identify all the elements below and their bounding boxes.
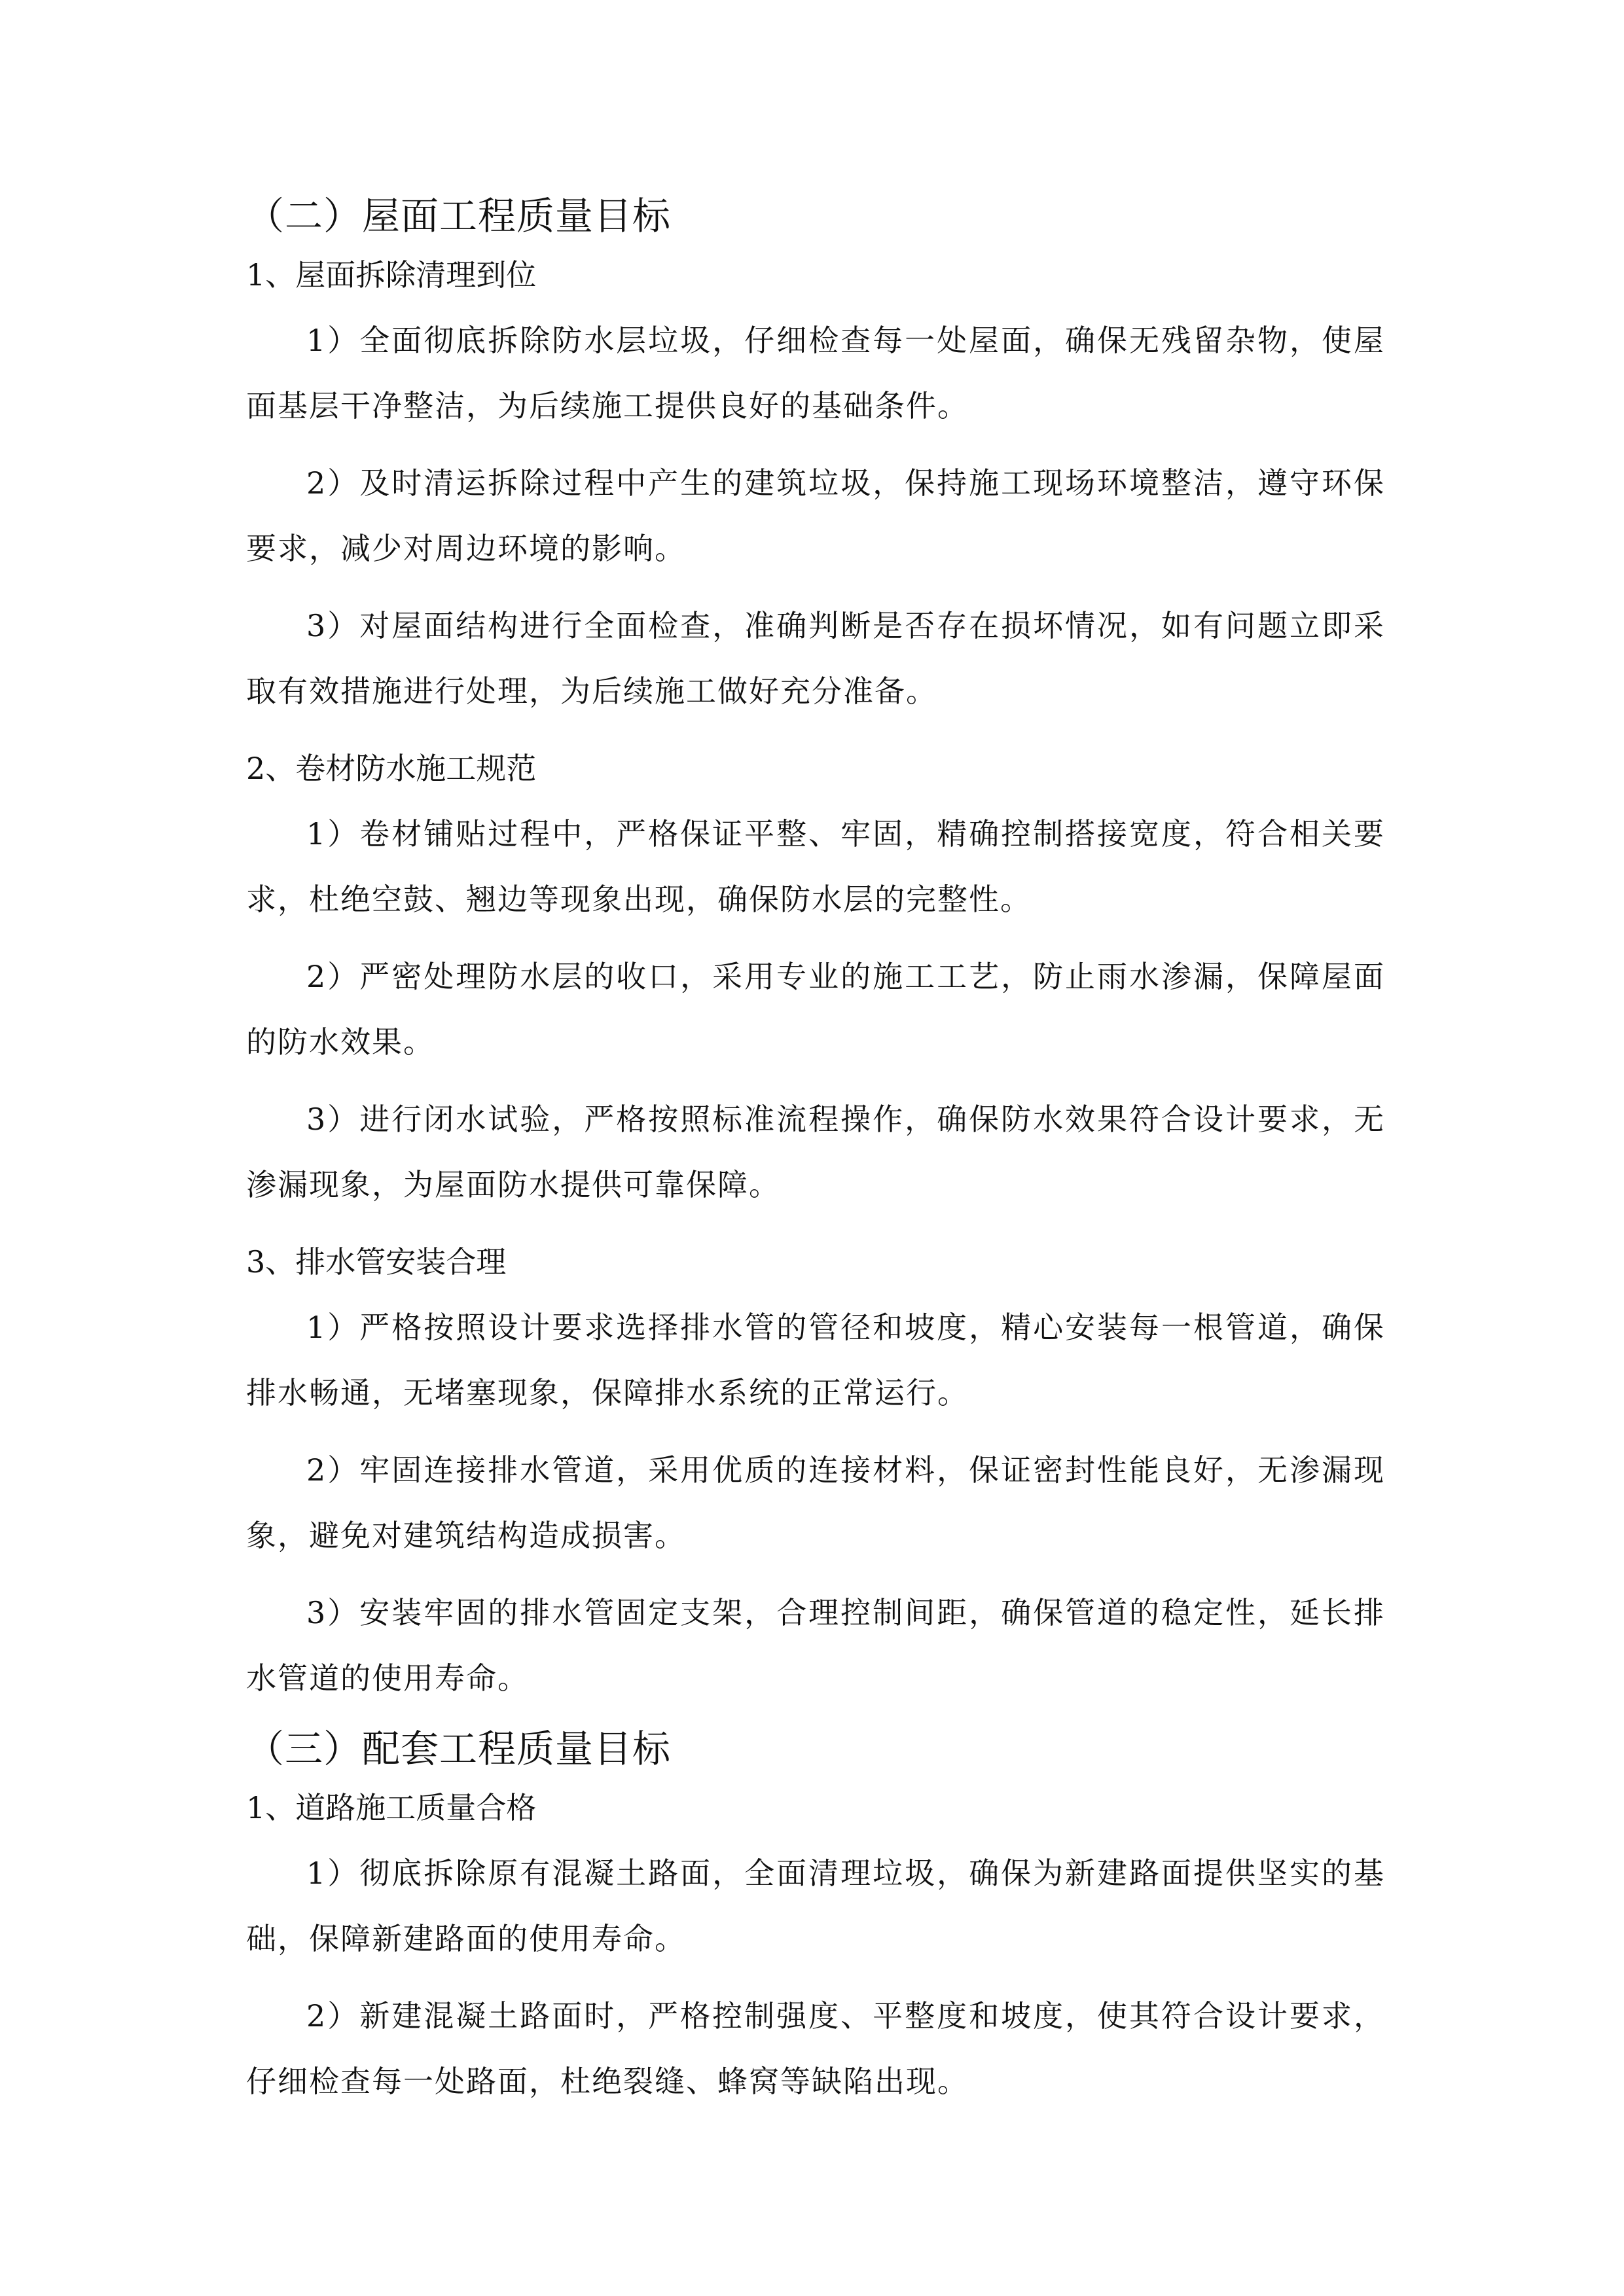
paragraph: 1）全面彻底拆除防水层垃圾，仔细检查每一处屋面，确保无残留杂物，使屋面基层干净整洁，为后续施工提供良好的基础条件。 <box>246 323 1385 423</box>
subheading-membrane-waterproofing: 2、卷材防水施工规范 <box>246 751 537 786</box>
document-page <box>246 190 1385 2126</box>
paragraph: 2）及时清运拆除过程中产生的建筑垃圾，保持施工现场环境整洁，遵守环保要求，减少对周边环境的影响。 <box>246 465 1385 566</box>
paragraph: 1）卷材铺贴过程中，严格保证平整、牢固，精确控制搭接宽度，符合相关要求，杜绝空鼓、翘边等现象出现，确保防水层的完整性。 <box>246 816 1385 917</box>
paragraph: 3）进行闭水试验，严格按照标准流程操作，确保防水效果符合设计要求，无渗漏现象，为屋面防水提供可靠保障。 <box>246 1102 1385 1202</box>
paragraph: 2）新建混凝土路面时，严格控制强度、平整度和坡度，使其符合设计要求，仔细检查每一处路面，杜绝裂缝、蜂窝等缺陷出现。 <box>246 1998 1385 2099</box>
subheading-roof-demolition: 1、屋面拆除清理到位 <box>246 257 537 293</box>
paragraph: 3）对屋面结构进行全面检查，准确判断是否存在损坏情况，如有问题立即采取有效措施进行处理，为后续施工做好充分准备。 <box>246 608 1385 709</box>
paragraph: 1）严格按照设计要求选择排水管的管径和坡度，精心安装每一根管道，确保排水畅通，无堵塞现象，保障排水系统的正常运行。 <box>246 1310 1385 1410</box>
paragraph: 1）彻底拆除原有混凝土路面，全面清理垃圾，确保为新建路面提供坚实的基础，保障新建路面的使用寿命。 <box>246 1856 1385 1956</box>
section-title-ancillary: （三）配套工程质量目标 <box>246 1727 672 1771</box>
paragraph: 2）牢固连接排水管道，采用优质的连接材料，保证密封性能良好，无渗漏现象，避免对建筑结构造成损害。 <box>246 1452 1385 1553</box>
subheading-drain-pipe: 3、排水管安装合理 <box>246 1244 507 1280</box>
section-title-roof: （二）屋面工程质量目标 <box>246 194 672 238</box>
paragraph: 3）安装牢固的排水管固定支架，合理控制间距，确保管道的稳定性，延长排水管道的使用寿命。 <box>246 1595 1385 1696</box>
paragraph: 2）严密处理防水层的收口，采用专业的施工工艺，防止雨水渗漏，保障屋面的防水效果。 <box>246 959 1385 1060</box>
subheading-road-construction: 1、道路施工质量合格 <box>246 1790 537 1825</box>
